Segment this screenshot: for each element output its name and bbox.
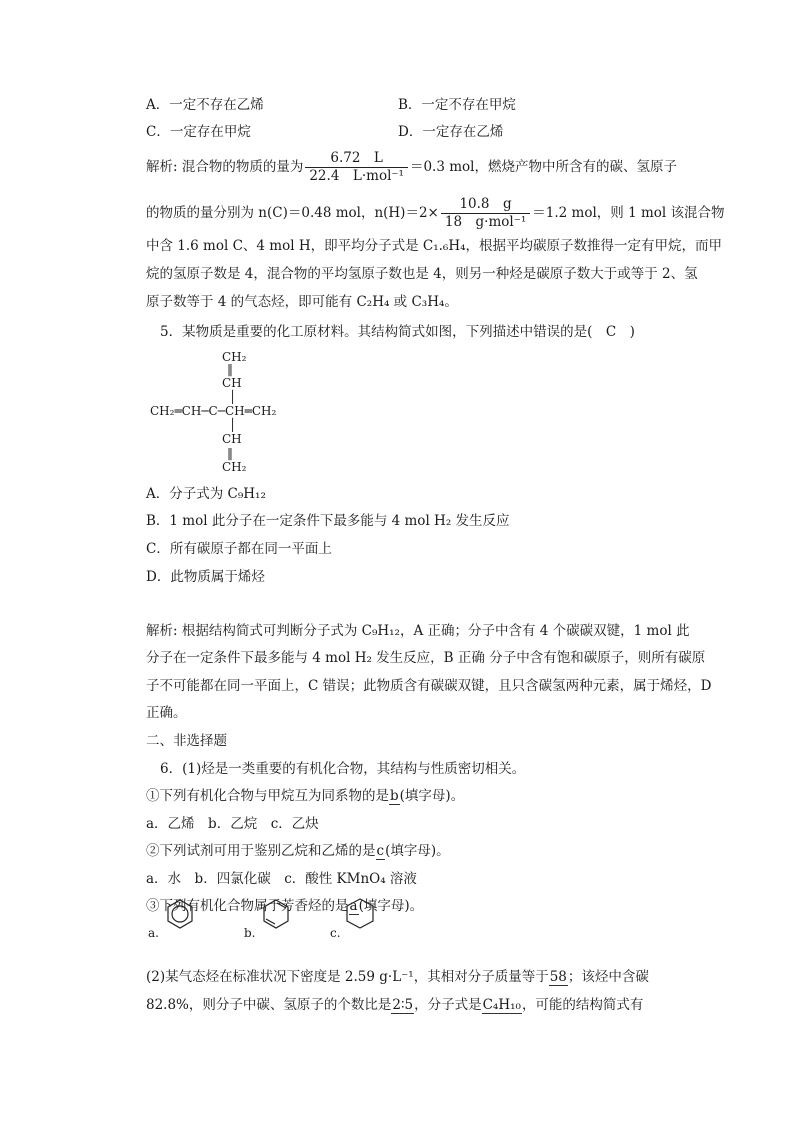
- q4-option-b: B．一定不存在甲烷: [398, 97, 516, 113]
- q4-option-d: D．一定存在乙烯: [398, 124, 504, 140]
- struct-bottom-ch2: CH₂: [222, 460, 247, 474]
- q4-solution-line-5: 原子数等于 4 的气态烃，即可能有 C₂H₄ 或 C₃H₄。: [146, 294, 458, 310]
- ring-label-c: c.: [330, 926, 341, 940]
- q6-q2-text: ，分子式是: [414, 997, 482, 1013]
- answer-blank: C₄H₁₀: [482, 997, 521, 1013]
- q6-part1-options: a．乙烯 b．乙烷 c．乙炔: [146, 816, 319, 832]
- double-bond-mark: ‖: [227, 446, 233, 460]
- answer-blank: c: [376, 843, 385, 859]
- q4-solution-line-4: 烷的氢原子数是 4，混合物的平均氢原子数也是 4，则另一种烃是碳原子数大于或等于 2、氢: [146, 266, 698, 282]
- q5-solution-line-1: 解析: 根据结构简式可判断分子式为 C₉H₁₂，A 正确；分子中含有 4 个碳碳双键，1 mol 此: [146, 623, 690, 639]
- q5-option-c: C．所有碳原子都在同一平面上: [146, 541, 332, 557]
- benzene-ring-icon: [168, 900, 192, 928]
- answer-blank: 2∶5: [392, 997, 414, 1013]
- q6-part2-line-1: [146, 967, 649, 987]
- struct-top-ch: CH: [222, 376, 242, 390]
- answer-blank: a: [349, 898, 358, 914]
- section-heading: 二、非选择题: [146, 733, 227, 749]
- q6-part2-text: (填字母)。: [385, 843, 450, 859]
- struct-bottom-ch: CH: [222, 432, 242, 446]
- q6-part3-text: ③下列有机化合物属于芳香烃的是: [146, 898, 349, 914]
- q4-solution-text: ＝0.3 mol，燃烧产物中所含有的碳、氢原子: [409, 159, 677, 175]
- q4-option-a: A．一定不存在乙烯: [146, 97, 264, 113]
- struct-main-chain: CH₂═CH─C─CH═CH₂: [150, 404, 277, 418]
- q5-solution-line-4: 正确。: [146, 705, 187, 721]
- answer-blank: 58: [549, 969, 567, 985]
- q6-part3-text: (填字母)。: [358, 898, 424, 914]
- q6-part1-text: (填字母)。: [399, 788, 465, 804]
- q6-part2-text: ②下列试剂可用于鉴别乙烷和乙烯的是: [146, 843, 376, 859]
- cyclohexadiene-ring-icon: [264, 900, 288, 928]
- q5-option-d: D．此物质属于烯烃: [146, 569, 265, 585]
- q4-solution-text: ＝1.2 mol，则 1 mol 该混合物: [532, 205, 725, 221]
- q6-q2-text: 82.8%，则分子中碳、氢原子的个数比是: [146, 997, 392, 1013]
- single-bond-mark: │: [229, 390, 237, 404]
- answer-blank: b: [390, 788, 399, 804]
- q5-option-b: B．1 mol 此分子在一定条件下最多能与 4 mol H₂ 发生反应: [146, 513, 510, 529]
- fraction-numerator: 10.8 g: [441, 196, 530, 214]
- fraction-denominator: 18 g·mol⁻¹: [444, 214, 527, 230]
- q4-solution-text: 解析: 混合物的物质的量为: [146, 159, 304, 175]
- q6-q2-text: (2)某气态烃在标准状况下密度是 2.59 g·L⁻¹，其相对分子质量等于: [146, 969, 549, 985]
- cyclohexane-ring-icon: [347, 899, 373, 928]
- q5-solution-line-2: 分子在一定条件下最多能与 4 mol H₂ 发生反应，B 正确 分子中含有饱和碳原子，则所有碳原: [146, 650, 706, 666]
- single-bond-mark: │: [229, 418, 237, 432]
- q6-part2-options: a．水 b．四氯化碳 c．酸性 KMnO₄ 溶液: [146, 871, 417, 887]
- q5-option-a: A．分子式为 C₉H₁₂: [146, 486, 266, 502]
- q6-q2-text: ，可能的结构简式有: [521, 997, 644, 1013]
- q4-solution-text: 的物质的量分别为 n(C)＝0.48 mol，n(H)＝2×: [146, 205, 439, 221]
- q4-solution-line-3: 中含 1.6 mol C、4 mol H，即平均分子式是 C₁.₆H₄，根据平均碳原子数推得一定有甲烷，而甲: [146, 238, 723, 254]
- ring-label-a: a.: [148, 926, 159, 940]
- struct-top-ch2: CH₂: [222, 350, 247, 364]
- fraction-denominator: 22.4 L·mol⁻¹: [309, 168, 404, 184]
- double-bond-mark: ‖: [227, 362, 233, 376]
- fraction-numerator: 6.72 L: [305, 150, 408, 168]
- q6-part2-line-2: [146, 995, 643, 1015]
- q6-stem: 6．(1)烃是一类重要的有机化合物，其结构与性质密切相关。: [160, 761, 526, 777]
- q4-option-c: C．一定存在甲烷: [146, 124, 251, 140]
- q6-q2-text: ；该烃中含碳: [567, 969, 649, 985]
- ring-label-b: b.: [244, 926, 256, 940]
- q5-stem: 5．某物质是重要的化工原材料。其结构简式如图，下列描述中错误的是( C ): [160, 324, 635, 340]
- q6-part1-text: ①下列有机化合物与甲烷互为同系物的是: [146, 788, 389, 804]
- q5-solution-line-3: 子不可能都在同一平面上，C 错误；此物质含有碳碳双键，且只含碳氢两种元素，属于烯烃，D: [146, 678, 712, 694]
